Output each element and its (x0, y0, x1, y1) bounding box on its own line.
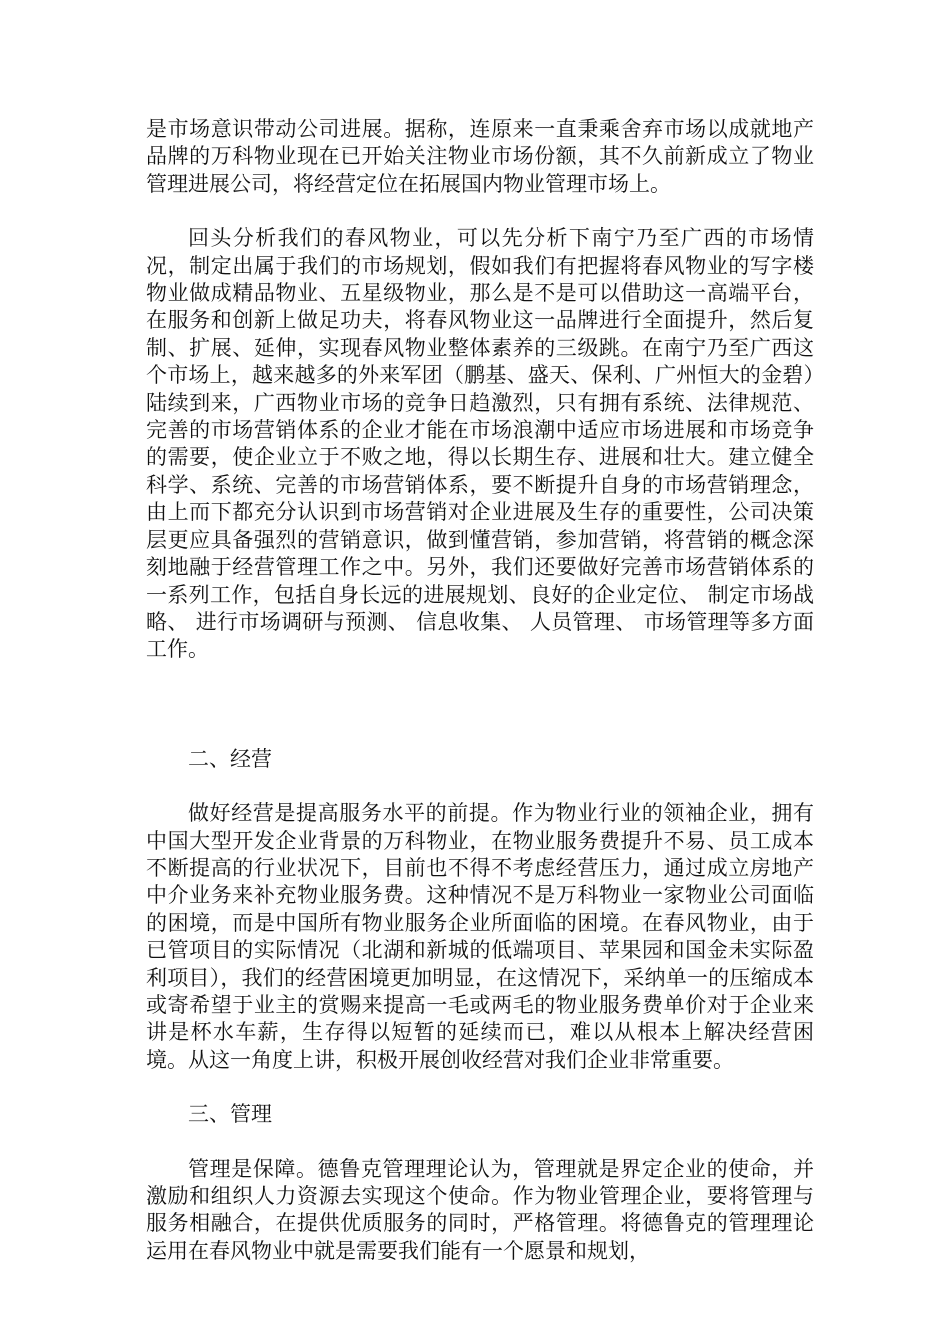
paragraph-market-analysis: 回头分析我们的春风物业，可以先分析下南宁乃至广西的市场情况，制定出属于我们的市场规划，假如我们有把握将春风物业的写字楼物业做成精品物业、五星级物业，那么是不是可以借助这一高端平台，在服务和创新上做足功夫，将春风物业这一品牌进行全面提升，然后复制、扩展、延伸，实现春风物业整体素养的三级跳。在南宁乃至广西这个市场上，越来越多的外来军团（鹏基、盛天、保利、广州恒大的金碧）陆续到来，广西物业市场的竞争日趋激烈，只有拥有系统、法律规范、完善的市场营销体系的企业才能在市场浪潮中适应市场进展和市场竞争的需要，使企业立于不败之地，得以长期生存、进展和壮大。建立健全科学、系统、完善的市场营销体系，要不断提升自身的市场营销理念，由上而下都充分认识到市场营销对企业进展及生存的重要性，公司决策层更应具备强烈的营销意识，做到懂营销，参加营销，将营销的概念深刻地融于经营管理工作之中。另外，我们还要做好完善市场营销体系的一系列工作，包括自身长远的进展规划、良好的企业定位、 制定市场战略、 进行市场调研与预测、 信息收集、 人员管理、 市场管理等多方面工作。 (146, 226, 814, 662)
section-spacer (146, 664, 814, 746)
paragraph-management: 管理是保障。德鲁克管理理论认为，管理就是界定企业的使命，并激励和组织人力资源去实现这个使命。作为物业管理企业，要将管理与服务相融合，在提供优质服务的同时，严格管理。将德鲁克的管理理论运用在春风物业中就是需要我们能有一个愿景和规划， (146, 1156, 814, 1263)
paragraph-spacer (146, 198, 814, 225)
document-page (146, 116, 814, 1265)
paragraph-operation: 做好经营是提高服务水平的前提。作为物业行业的领袖企业，拥有中国大型开发企业背景的万科物业，在物业服务费提升不易、员工成本不断提高的行业状况下，目前也不得不考虑经营压力，通过成立房地产中介业务来补充物业服务费。这种情况不是万科物业一家物业公司面临的困境，而是中国所有物业服务企业所面临的困境。在春风物业，由于已管项目的实际情况（北湖和新城的低端项目、苹果园和国金未实际盈利项目），我们的经营困境更加明显，在这情况下，采纳单一的压缩成本或寄希望于业主的赏赐来提高一毛或两毛的物业服务费单价对于企业来讲是杯水车薪，生存得以短暂的延续而已，难以从根本上解决经营困境。从这一角度上讲，积极开展创收经营对我们企业非常重要。 (146, 801, 814, 1072)
paragraph-spacer (146, 1074, 814, 1101)
section-heading-operation: 二、经营 (188, 746, 272, 771)
paragraph-spacer (146, 1129, 814, 1156)
paragraph-market-awareness: 是市场意识带动公司进展。据称，连原来一直秉乘舍弃市场以成就地产品牌的万科物业现在已开始关注物业市场份额，其不久前新成立了物业管理进展公司，将经营定位在拓展国内物业管理市场上。 (146, 117, 814, 196)
section-heading-management: 三、管理 (188, 1102, 272, 1127)
paragraph-spacer (146, 773, 814, 800)
